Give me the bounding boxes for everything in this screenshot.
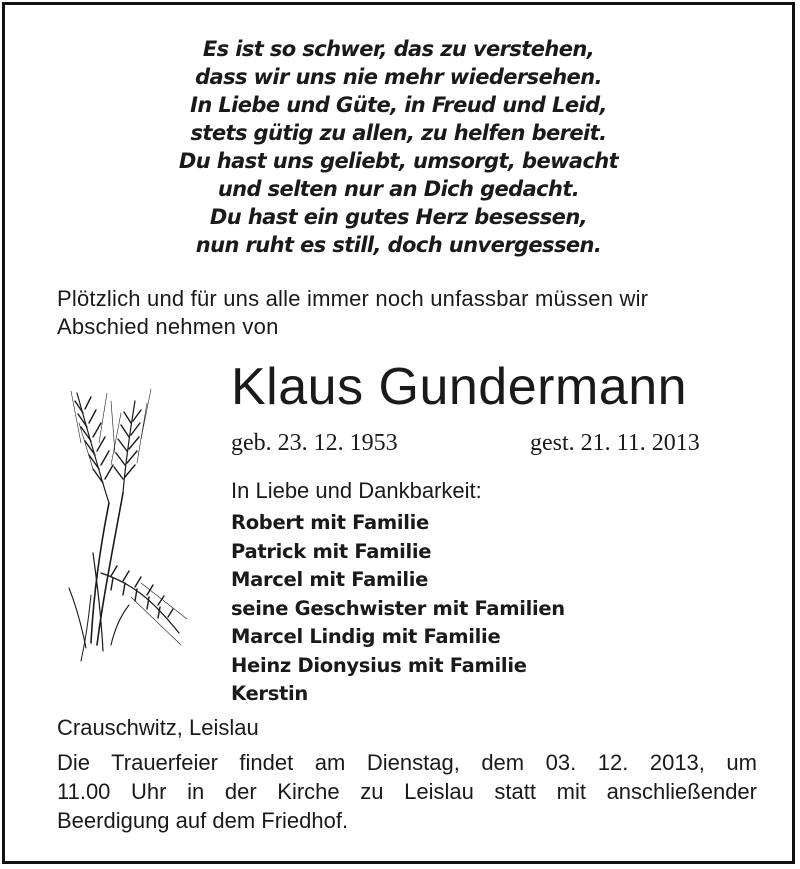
poem-line: nun ruht es still, doch unvergessen. [195, 233, 602, 257]
list-item: seine Geschwister mit Familien [231, 596, 565, 620]
poem-line: Es ist so schwer, das zu verstehen, [202, 37, 595, 61]
service-line: 11.00 Uhr in der Kirche zu Leislau statt mit anschließender [57, 779, 757, 804]
poem-line: und selten nur an Dich gedacht. [217, 177, 580, 201]
service-line: Beerdigung auf dem Friedhof. [57, 808, 349, 833]
poem-line: In Liebe und Güte, in Freud und Leid, [190, 93, 607, 117]
wheat-ears-icon [51, 383, 191, 673]
service-line: Die Trauerfeier findet am Dienstag, dem 03. 12. 2013, um [57, 750, 757, 775]
poem-line: dass wir uns nie mehr wiedersehen. [195, 65, 602, 89]
list-item: Kerstin [231, 682, 309, 705]
list-item: Marcel Lindig mit Familie [231, 625, 501, 648]
list-item: Robert mit Familie [231, 511, 429, 534]
intro-line: Abschied nehmen von [57, 314, 279, 339]
intro-text [57, 285, 757, 341]
list-item: Marcel mit Familie [231, 568, 429, 591]
service-info [57, 748, 757, 835]
obituary-notice [2, 2, 795, 864]
poem-line: Du hast ein gutes Herz besessen, [209, 205, 588, 229]
death-date: gest. 21. 11. 2013 [530, 430, 700, 456]
poem-line: Du hast uns geliebt, umsorgt, bewacht [178, 149, 619, 173]
poem [5, 35, 792, 259]
intro-line: Plötzlich und für uns alle immer noch unfassbar müssen wir [57, 286, 649, 311]
list-item: Patrick mit Familie [231, 539, 432, 563]
place-line: Crauschwitz, Leislau [57, 715, 259, 740]
poem-line: stets gütig zu allen, zu helfen bereit. [190, 121, 607, 145]
deceased-name: Klaus Gundermann [231, 358, 688, 416]
list-item: Heinz Dionysius mit Familie [231, 653, 527, 677]
mourners-list [231, 509, 565, 709]
birth-date: geb. 23. 12. 1953 [231, 430, 398, 456]
thanks-label: In Liebe und Dankbarkeit: [231, 478, 482, 503]
